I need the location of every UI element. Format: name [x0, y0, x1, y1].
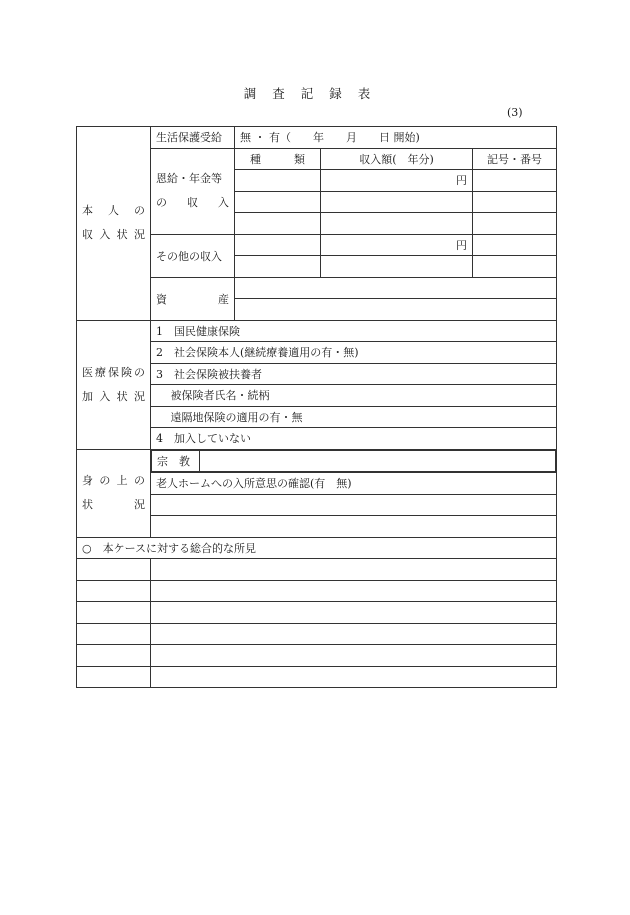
insurance-row: [77, 320, 557, 342]
religion-cell: [151, 449, 557, 473]
findings-date-cell[interactable]: [77, 623, 151, 645]
other-income-amount-cell[interactable]: [321, 234, 473, 256]
page-number: [507, 106, 523, 119]
yen-unit: 円: [456, 174, 467, 187]
religion-subtable: [151, 450, 556, 473]
other-income-type-cell[interactable]: [235, 234, 321, 256]
findings-text-cell[interactable]: [151, 645, 557, 667]
col-amount-header: 収入額( 年分): [321, 148, 473, 170]
pension-amount-cell[interactable]: [321, 170, 473, 192]
personal-blank-cell[interactable]: [151, 494, 557, 516]
religion-row: [77, 449, 557, 473]
welfare-row: [77, 127, 557, 149]
page-title: 調査記録表: [243, 86, 387, 101]
assets-cell[interactable]: [235, 299, 557, 321]
findings-text-cell[interactable]: [151, 666, 557, 688]
personal-section-label: [77, 449, 151, 537]
page-number-text: (3): [507, 106, 523, 119]
pension-code-cell[interactable]: [473, 213, 557, 235]
nursing-home-text[interactable]: 老人ホームへの入所意思の確認(有 無): [151, 473, 557, 495]
assets-label: [151, 277, 235, 320]
findings-date-cell[interactable]: [77, 645, 151, 667]
findings-date-cell[interactable]: [77, 580, 151, 602]
yen-unit: 円: [456, 238, 467, 252]
income-section-label-line2: 収入状況: [82, 228, 145, 242]
insurance-section-label: [77, 320, 151, 449]
record-table: [76, 126, 557, 688]
religion-label: 宗 教: [152, 450, 200, 472]
col-code-header: 記号・番号: [473, 148, 557, 170]
pension-label: [151, 148, 235, 234]
welfare-label: 生活保護受給: [151, 127, 235, 149]
pension-type-cell[interactable]: [235, 191, 321, 213]
other-income-code-cell[interactable]: [473, 234, 557, 256]
insurance-section-label-line2: 加入状況: [82, 389, 145, 403]
religion-value[interactable]: [200, 450, 556, 472]
findings-date-cell[interactable]: [77, 666, 151, 688]
findings-row: [77, 623, 557, 645]
pension-type-cell[interactable]: [235, 213, 321, 235]
findings-header-row: [77, 537, 557, 559]
other-income-type-cell[interactable]: [235, 256, 321, 278]
findings-row: [77, 602, 557, 624]
findings-header: ○ 本ケースに対する総合的な所見: [77, 537, 557, 559]
findings-row: [77, 645, 557, 667]
income-section-label-line1: 本人の: [82, 204, 145, 218]
assets-cell[interactable]: [235, 277, 557, 299]
assets-label-text: 資 産: [156, 292, 229, 306]
findings-row: [77, 666, 557, 688]
insurance-item[interactable]: 2 社会保険本人(継続療養適用の有・無): [151, 342, 557, 364]
findings-text-cell[interactable]: [151, 559, 557, 581]
findings-row: [77, 559, 557, 581]
other-income-amount-cell[interactable]: [321, 256, 473, 278]
findings-text-cell[interactable]: [151, 623, 557, 645]
findings-text-cell[interactable]: [151, 580, 557, 602]
personal-section-label-line1: 身の上の: [82, 474, 145, 487]
personal-blank-cell[interactable]: [151, 516, 557, 538]
personal-section-label-line2: 状況: [82, 498, 145, 511]
insurance-item[interactable]: 4 加入していない: [151, 428, 557, 450]
insurance-item[interactable]: 3 社会保険被扶養者: [151, 363, 557, 385]
pension-amount-cell[interactable]: [321, 213, 473, 235]
pension-label-line2: の収入: [156, 196, 229, 209]
col-type-header: 種 類: [235, 148, 321, 170]
findings-row: [77, 580, 557, 602]
pension-code-cell[interactable]: [473, 170, 557, 192]
other-income-label: その他の収入: [151, 234, 235, 277]
insurance-item[interactable]: 1 国民健康保険: [151, 320, 557, 342]
pension-label-line1: 恩給・年金等: [156, 172, 222, 185]
findings-date-cell[interactable]: [77, 602, 151, 624]
other-income-code-cell[interactable]: [473, 256, 557, 278]
welfare-value[interactable]: 無 ・ 有（ 年 月 日 開始): [235, 127, 557, 149]
insurance-item[interactable]: 被保険者氏名・続柄: [151, 385, 557, 407]
insurance-item[interactable]: 遠隔地保険の適用の有・無: [151, 406, 557, 428]
pension-amount-cell[interactable]: [321, 191, 473, 213]
pension-type-cell[interactable]: [235, 170, 321, 192]
income-section-label: [77, 127, 151, 321]
findings-date-cell[interactable]: [77, 559, 151, 581]
findings-text-cell[interactable]: [151, 602, 557, 624]
pension-code-cell[interactable]: [473, 191, 557, 213]
insurance-section-label-line1: 医療保険の: [82, 365, 145, 379]
